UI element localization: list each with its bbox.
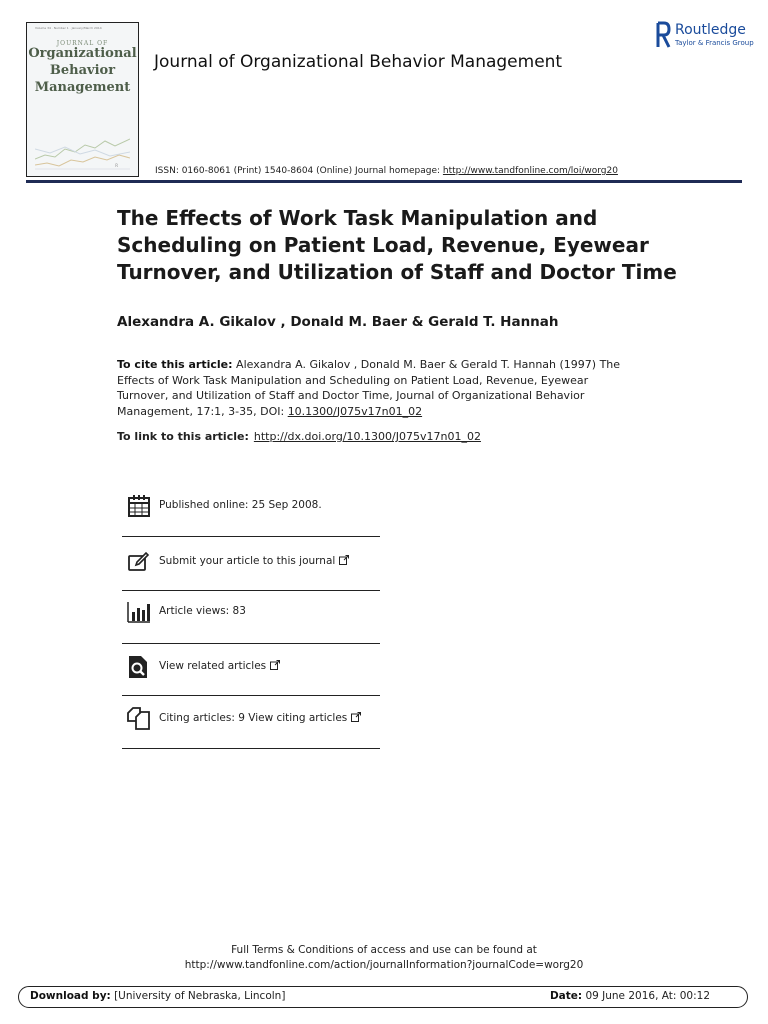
- citing-articles-row[interactable]: [122, 693, 380, 745]
- published-online-row: [122, 480, 380, 532]
- external-link-icon: [339, 555, 349, 565]
- issn-line: [155, 166, 618, 176]
- publisher-name: Routledge: [675, 22, 746, 38]
- publisher-subtitle: Taylor & Francis Group: [675, 39, 754, 47]
- journal-name: Journal of Organizational Behavior Management: [154, 52, 563, 72]
- article-views-text: Article views: 83: [159, 605, 246, 617]
- download-by: [30, 990, 285, 1002]
- related-articles-row[interactable]: [122, 641, 380, 693]
- cover-title-line-3: Management: [34, 80, 131, 95]
- article-title: The Effects of Work Task Manipulation and Scheduling on Patient Load, Revenue, Eyewear Turnover, and Utilization of Staff and Doctor Time: [117, 206, 677, 284]
- journal-homepage-link[interactable]: http://www.tandfonline.com/loi/worg20: [442, 166, 618, 176]
- terms-line-1: Full Terms & Conditions of access and use can be found at: [231, 944, 537, 956]
- cite-label: To cite this article:: [117, 358, 233, 371]
- doi-link[interactable]: 10.1300/J075v17n01_02: [287, 404, 423, 418]
- download-date-label: Date:: [549, 990, 583, 1002]
- download-by-value: [University of Nebraska, Lincoln]: [110, 990, 286, 1002]
- submit-article-text: Submit your article to this journal: [159, 555, 336, 567]
- issn-text: ISSN: 0160-8061 (Print) 1540-8604 (Online) Journal homepage:: [155, 166, 443, 176]
- terms-url[interactable]: http://www.tandfonline.com/action/journalInformation?journalCode=worg20: [184, 959, 584, 971]
- citation-block: [117, 357, 637, 419]
- article-views-row: [122, 586, 380, 638]
- bar-chart-icon: [127, 600, 151, 624]
- cover-publisher-mark: R: [115, 163, 118, 168]
- related-articles-label: [159, 660, 280, 672]
- related-articles-text: View related articles: [159, 660, 267, 672]
- download-date: [550, 990, 710, 1002]
- cover-title-line-2: Behavior: [49, 63, 116, 78]
- cover-title-line-1: Organizational: [28, 46, 137, 61]
- article-link-line: [117, 430, 481, 443]
- download-by-label: Download by:: [30, 990, 111, 1002]
- citing-articles-label: [159, 712, 361, 724]
- info-divider: [122, 748, 380, 749]
- calendar-icon: [127, 494, 151, 518]
- citing-articles-icon: [127, 707, 151, 731]
- header-divider: [26, 180, 742, 183]
- cover-journal-of: JOURNAL OF: [56, 40, 109, 47]
- article-doi-url-link[interactable]: http://dx.doi.org/10.1300/J075v17n01_02: [253, 430, 481, 443]
- search-document-icon: [127, 655, 151, 679]
- download-date-value: 09 June 2016, At: 00:12: [582, 990, 710, 1002]
- link-label: To link to this article:: [117, 430, 249, 443]
- external-link-icon: [351, 712, 361, 722]
- terms-notice: [0, 943, 768, 973]
- article-info-list: [122, 480, 380, 750]
- edit-icon: [127, 550, 151, 574]
- published-online-text: Published online: 25 Sep 2008.: [159, 499, 322, 511]
- cover-top-line: Volume 34 · Number 1 · January/March 2014: [35, 26, 102, 30]
- journal-cover-image: [26, 22, 139, 177]
- cite-text: Alexandra A. Gikalov , Donald M. Baer & Gerald T. Hannah (1997) The Effects of Work Task Manipulation and Scheduling on Patient Load, Revenue, Eyewear Turnover, and Utilization of Staff and Doctor Time, Journal of Organizational Behavior Management, 17:1, 3-35, DOI:: [117, 358, 621, 418]
- submit-article-label: [159, 555, 349, 567]
- external-link-icon: [270, 660, 280, 670]
- citing-articles-text: Citing articles: 9 View citing articles: [159, 712, 348, 724]
- submit-article-row[interactable]: [122, 536, 380, 588]
- article-authors: Alexandra A. Gikalov , Donald M. Baer & Gerald T. Hannah: [117, 314, 559, 330]
